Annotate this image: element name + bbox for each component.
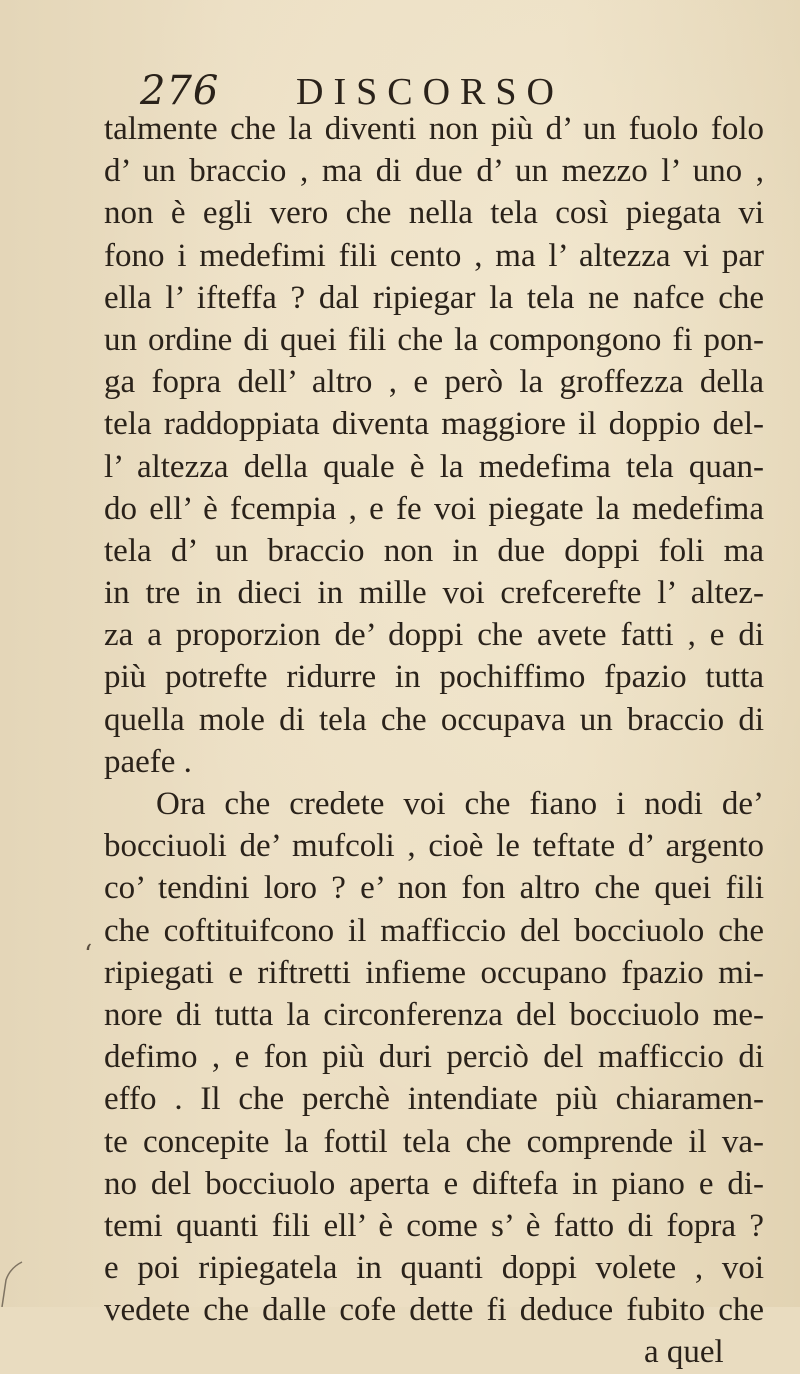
body-text (104, 108, 764, 1374)
text-line: quella mole di tela che occupava un braccio di (104, 701, 764, 738)
text-line: te concepite la fottil tela che comprende il va- (104, 1123, 764, 1160)
text-line: vedete che dalle cofe dette fi deduce fubito che (104, 1292, 764, 1329)
text-line: do ell’ è fcempia , e fe voi piegate la medefima (104, 490, 764, 527)
paragraph-start-line: Ora che credete voi che fiano i nodi de’ (156, 786, 764, 822)
text-line: ga fopra dell’ altro , e però la groffezza della (104, 364, 764, 401)
text-line: effo . Il che perchè intendiate più chiaramen- (104, 1081, 764, 1118)
text-line: non è egli vero che nella tela così piegata vi (104, 195, 764, 232)
text-line: nore di tutta la circonferenza del bocciuolo me- (104, 996, 764, 1033)
text-line: temi quanti fili ell’ è come s’ è fatto di fopra ? (104, 1207, 764, 1244)
text-line: in tre in dieci in mille voi crefcerefte l’ altez- (104, 575, 764, 612)
text-line: e poi ripiegatela in quanti doppi volete , voi (104, 1250, 764, 1287)
text-line: talmente che la diventi non più d’ un fuolo folo (104, 111, 764, 147)
text-line: fono i medefimi fili cento , ma l’ altezza vi par (104, 237, 764, 274)
text-line: più potrefte ridurre in pochiffimo fpazio tutta (104, 659, 764, 696)
text-line: bocciuoli de’ mufcoli , cioè le teftate d’ argento (104, 828, 764, 865)
text-line: ripiegati e riftretti infieme occupano fpazio mi- (104, 954, 764, 991)
catchword: a quel (644, 1334, 724, 1371)
paragraph-end-line: paefe . (104, 743, 192, 780)
text-line: co’ tendini loro ? e’ non fon altro che quei fili (104, 870, 764, 907)
text-line: defimo , e fon più duri perciò del mafficcio di (104, 1039, 764, 1076)
text-line: che coftituifcono il mafficcio del bocciuolo che (104, 912, 764, 949)
text-line: l’ altezza della quale è la medefima tela quan- (104, 448, 764, 485)
text-line: no del bocciuolo aperta e diftefa in piano e di- (104, 1165, 764, 1202)
text-line: tela raddoppiata diventa maggiore il doppio del- (104, 406, 764, 443)
text-line: za a proporzion de’ doppi che avete fatti , e di (104, 617, 764, 654)
page-number: 276 (140, 68, 220, 114)
margin-mark: ‘ (84, 940, 93, 970)
text-line: tela d’ un braccio non in due doppi foli ma (104, 532, 764, 569)
text-line: ella l’ ifteffa ? dal ripiegar la tela ne nafce che (104, 279, 764, 316)
running-head: DISCORSO (296, 71, 564, 113)
corner-stain (0, 1240, 46, 1307)
text-line: un ordine di quei fili che la compongono fi pon- (104, 321, 764, 358)
text-line: d’ un braccio , ma di due d’ un mezzo l’ uno , (104, 153, 764, 190)
